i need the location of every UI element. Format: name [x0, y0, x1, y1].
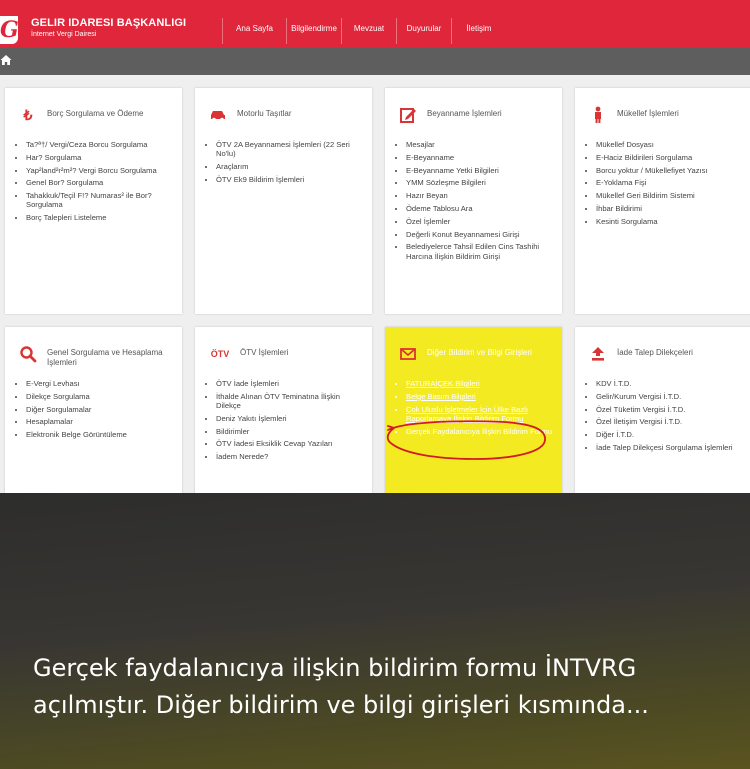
site-subtitle: İnternet Vergi Dairesi [31, 31, 97, 38]
card-links [17, 140, 174, 226]
card-links [587, 140, 744, 230]
gib-logo[interactable]: G [0, 17, 19, 43]
list-item[interactable]: • Özel İletişim Vergisi İ.T.D. [596, 417, 744, 426]
breadcrumb-bar [0, 48, 750, 75]
list-item[interactable]: • Hazır Beyan [406, 191, 554, 200]
list-item[interactable]: • Mesajlar [406, 140, 554, 149]
list-item[interactable]: • E-Beyanname [406, 153, 554, 162]
list-item[interactable]: • Borç Talepleri Listeleme [26, 213, 174, 222]
caption-text: Gerçek faydalanıcıya ilişkin bildirim formu İNTVRG açılmıştır. Diğer bildirim ve bilgi girişleri kısmında... [33, 654, 649, 719]
nav-contact[interactable]: İletişim [451, 18, 506, 44]
card-general-query [5, 327, 182, 493]
bill-icon: ₺ [23, 107, 33, 123]
card-taxpayer [575, 88, 750, 314]
top-header-bar [0, 0, 750, 48]
card-debt [5, 88, 182, 314]
list-item[interactable]: • İadem Nerede? [216, 452, 364, 461]
list-item[interactable]: • E-Vergi Levhası [26, 379, 174, 388]
list-item[interactable]: • Genel Bor? Sorgulama [26, 178, 174, 187]
list-item[interactable]: • ÖTV İadesi Eksiklik Cevap Yazıları [216, 439, 364, 448]
list-item[interactable]: • Ödeme Tablosu Ara [406, 204, 554, 213]
list-item[interactable]: • ÖTV Ek9 Bildirim İşlemleri [216, 175, 364, 184]
nav-legislation[interactable]: Mevzuat [341, 18, 396, 44]
list-item[interactable]: • Mükellef Geri Bildirim Sistemi [596, 191, 744, 200]
card-links [207, 379, 364, 465]
card-vehicles [195, 88, 372, 314]
card-title: ÖTV İşlemleri [240, 348, 289, 357]
otv-icon: ÖTV [210, 349, 230, 359]
list-item[interactable]: • KDV İ.T.D. [596, 379, 744, 388]
list-item[interactable]: • E-Yoklama Fişi [596, 178, 744, 187]
list-item[interactable]: • Dilekçe Sorgulama [26, 392, 174, 401]
nav-info[interactable]: Bilgilendirme [286, 18, 341, 44]
list-item[interactable]: • Diğer İ.T.D. [596, 430, 744, 439]
person-icon [589, 106, 607, 124]
list-item[interactable]: • Deniz Yakıtı İşlemleri [216, 414, 364, 423]
list-item[interactable]: • Elektronik Belge Görüntüleme [26, 430, 174, 439]
card-declarations [385, 88, 562, 314]
list-item[interactable]: • Özel İşlemler [406, 217, 554, 226]
card-refund-requests [575, 327, 750, 493]
list-item[interactable]: • Mükellef Dosyası [596, 140, 744, 149]
site-title[interactable]: GELIR IDARESI BAŞKANLIGI [31, 17, 187, 29]
card-title: Motorlu Taşıtlar [237, 109, 292, 118]
list-item[interactable]: • Yap²land²r²m²? Vergi Borcu Sorgulama [26, 166, 174, 175]
list-item[interactable]: • Gelir/Kurum Vergisi İ.T.D. [596, 392, 744, 401]
edit-icon [399, 106, 417, 124]
list-item[interactable]: • Gerçek Faydalanıcıya İlişkin Bildirim Formu [406, 427, 554, 436]
list-item[interactable]: • E-Haciz Bildirileri Sorgulama [596, 153, 744, 162]
card-title: Mükellef İşlemleri [617, 109, 679, 118]
list-item[interactable]: • Çok Uluslu İşletmeler İçin Ülke Bazlı Raporlamaya İlişkin Bildirim Formu [406, 405, 554, 423]
list-item[interactable]: • E-Beyanname Yetki Bilgileri [406, 166, 554, 175]
list-item[interactable]: • Değerli Konut Beyannamesi Girişi [406, 230, 554, 239]
refund-icon [589, 345, 607, 363]
nav-home[interactable]: Ana Sayfa [222, 18, 286, 44]
envelope-icon [399, 345, 417, 363]
caption-overlay [0, 493, 750, 769]
search-icon [19, 345, 37, 363]
services-grid [0, 75, 750, 493]
list-item[interactable]: • Kesinti Sorgulama [596, 217, 744, 226]
list-item[interactable]: • ÖTV İade İşlemleri [216, 379, 364, 388]
list-item[interactable]: • Belediyelerce Tahsil Edilen Cins Tashihi Harcına İlişkin Bildirim Girişi [406, 242, 554, 260]
nav-announcements[interactable]: Duyurular [396, 18, 451, 44]
home-icon[interactable] [0, 54, 12, 66]
list-item[interactable]: • Diğer Sorgulamalar [26, 405, 174, 414]
list-item[interactable]: • Har? Sorgulama [26, 153, 174, 162]
list-item[interactable]: • İthalde Alınan ÖTV Teminatına İlişkin Dilekçe [216, 392, 364, 410]
list-item[interactable]: • Bildirimler [216, 427, 364, 436]
list-item[interactable]: • Borcu yoktur / Mükellefiyet Yazısı [596, 166, 744, 175]
card-other-notifications [385, 327, 562, 493]
list-item[interactable]: • Araçlarım [216, 162, 364, 171]
list-item[interactable]: • Tahakkuk/Teçil F!? Numaras² ile Bor? Sorgulama [26, 191, 174, 209]
card-links [397, 140, 554, 264]
card-links [397, 379, 554, 439]
card-links [207, 140, 364, 188]
card-title: İade Talep Dilekçeleri [617, 348, 693, 357]
list-item[interactable]: • FATURAİÇEK Bilgileri [406, 379, 554, 388]
main-nav [222, 18, 506, 48]
card-title: Borç Sorgulama ve Ödeme [47, 109, 144, 118]
list-item[interactable]: • Hesaplamalar [26, 417, 174, 426]
list-item[interactable]: • Belge Basım Bilgileri [406, 392, 554, 401]
list-item[interactable]: • ÖTV 2A Beyannamesi İşlemleri (22 Seri No'lu) [216, 140, 364, 158]
list-item[interactable]: • İhbar Bildirimi [596, 204, 744, 213]
card-title: Diğer Bildirim ve Bilgi Girişleri [427, 348, 532, 357]
list-item[interactable]: • Özel Tüketim Vergisi İ.T.D. [596, 405, 744, 414]
list-item[interactable]: • İade Talep Dilekçesi Sorgulama İşlemleri [596, 443, 744, 452]
card-title: Genel Sorgulama ve Hesaplama İşlemleri [47, 348, 163, 367]
card-otv [195, 327, 372, 493]
card-title: Beyanname İşlemleri [427, 109, 502, 118]
car-icon [209, 106, 227, 124]
card-links [17, 379, 174, 443]
card-links [587, 379, 744, 456]
list-item[interactable]: • Ta?ª†/ Vergi/Ceza Borcu Sorgulama [26, 140, 174, 149]
list-item[interactable]: • YMM Sözleşme Bilgileri [406, 178, 554, 187]
